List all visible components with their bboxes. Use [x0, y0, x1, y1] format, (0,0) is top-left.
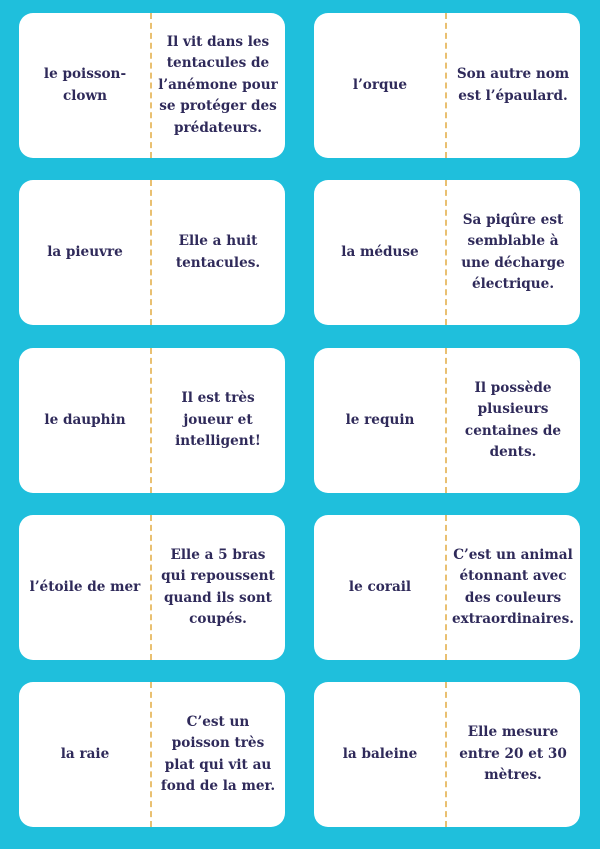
card-animal-fact: Il possède plusieurs centaines de dents. — [464, 379, 562, 460]
domino-card — [19, 348, 285, 493]
domino-card — [19, 180, 285, 325]
card-animal-name: la baleine — [342, 745, 418, 762]
card-animal-name: l’orque — [352, 76, 408, 93]
card-animal-name: la raie — [60, 745, 110, 762]
domino-card — [314, 515, 580, 660]
card-animal-name: l’étoile de mer — [29, 578, 141, 595]
card-animal-fact: Son autre nom est l’épaulard. — [456, 66, 570, 104]
domino-card — [314, 682, 580, 827]
card-animal-name: le corail — [348, 578, 412, 595]
card-animal-name: la pieuvre — [47, 243, 123, 260]
card-animal-fact: Elle mesure entre 20 et 30 mètres. — [459, 724, 567, 784]
card-animal-fact: Sa piqûre est semblable à une décharge électrique. — [461, 211, 565, 292]
card-animal-fact: Elle a huit tentacules. — [175, 233, 261, 271]
card-animal-name: le dauphin — [44, 411, 126, 428]
domino-card — [19, 13, 285, 158]
card-animal-fact: C’est un animal étonnant avec des couleurs extraordinaires. — [452, 546, 574, 627]
domino-card — [19, 682, 285, 827]
card-animal-fact: Elle a 5 bras qui repoussent quand ils sont coupés. — [161, 546, 275, 627]
domino-card — [314, 348, 580, 493]
card-animal-fact: Il vit dans les tentacules de l’anémone pour se protéger des prédateurs. — [158, 33, 278, 136]
card-animal-fact: Il est très joueur et intelligent! — [175, 390, 261, 450]
card-animal-fact: C’est un poisson très plat qui vit au fond de la mer. — [160, 713, 276, 794]
domino-card — [314, 180, 580, 325]
card-animal-name: la méduse — [341, 243, 419, 260]
domino-card — [314, 13, 580, 158]
card-animal-name: le poisson-clown — [43, 66, 127, 104]
card-animal-name: le requin — [345, 411, 415, 428]
domino-card — [19, 515, 285, 660]
